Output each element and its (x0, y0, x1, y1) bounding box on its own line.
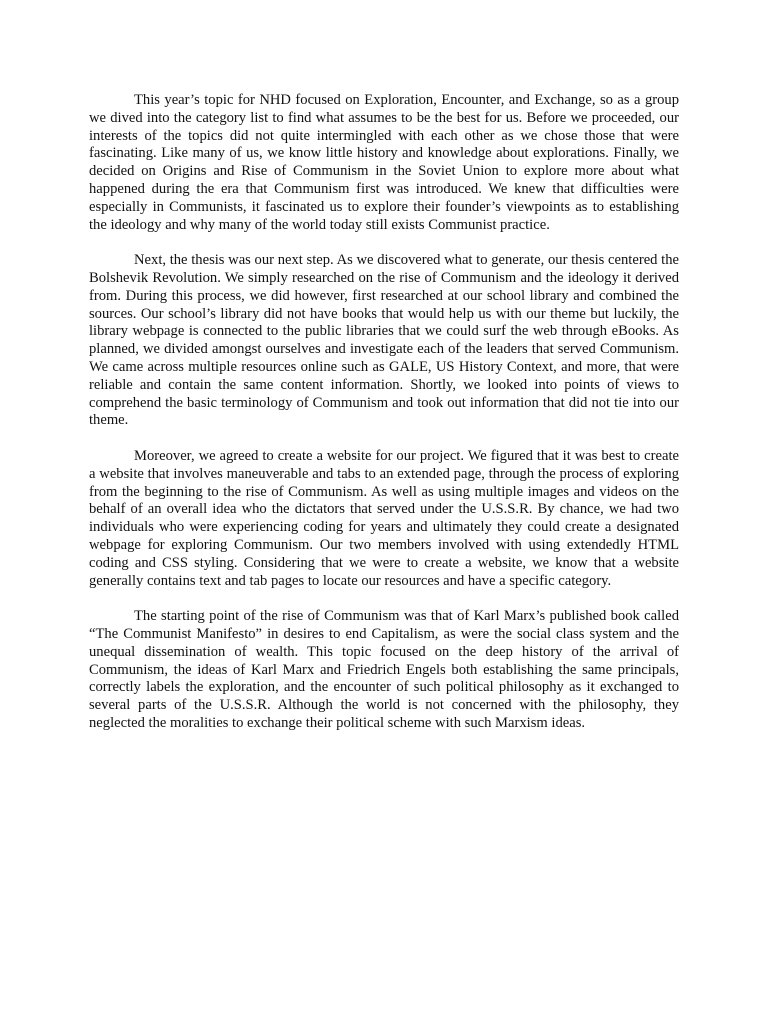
essay-body (89, 92, 679, 750)
paragraph-topic-selection: This year’s topic for NHD focused on Exploration, Encounter, and Exchange, so as a group we dived into the category list to find what assumes to be the best for us. Before we proceeded, our interests of the topics did not quite intermingled with each other as we chose those that were fascinating. Like many of us, we know little history and knowledge about explorations. Finally, we decided on Origins and Rise of Communism in the Soviet Union to explore more about what happened during the era that Communism first was introduced. We knew that difficulties were especially in Communists, it fascinated us to explore their founder’s viewpoints as to establishing the ideology and why many of the world today still exists Communist practice. (89, 92, 679, 233)
paragraph-website-creation: Moreover, we agreed to create a website for our project. We figured that it was best to create a website that involves maneuverable and tabs to an extended page, through the process of exploring from the beginning to the rise of Communism. As well as using multiple images and videos on the behalf of an overall idea who the dictators that served under the U.S.S.R. By chance, we had two individuals who were experiencing coding for years and ultimately they could create a designated webpage for exploring Communism. Our two members involved with using extendedly HTML coding and CSS styling. Considering that we were to create a website, we know that a website generally contains text and tab pages to locate our resources and have a specific category. (89, 447, 679, 589)
paragraph-communism-origins: The starting point of the rise of Communism was that of Karl Marx’s published book called “The Communist Manifesto” in desires to end Capitalism, as were the social class system and the unequal dissemination of wealth. This topic focused on the deep history of the arrival of Communism, the ideas of Karl Marx and Friedrich Engels both establishing the same principals, correctly labels the exploration, and the encounter of such political philosophy as it exchanged to several parts of the U.S.S.R. Although the world is not concerned with the philosophy, they neglected the moralities to exchange their political scheme with such Marxism ideas. (89, 608, 679, 731)
paragraph-thesis-research: Next, the thesis was our next step. As we discovered what to generate, our thesis centered the Bolshevik Revolution. We simply researched on the rise of Communism and the ideology it derived from. During this process, we did however, first researched at our school library and combined the sources. Our school’s library did not have books that would help us with our theme but luckily, the library webpage is connected to the public libraries that we could surf the web through eBooks. As planned, we divided amongst ourselves and investigate each of the leaders that served Communism. We came across multiple resources online such as GALE, US History Context, and more, that were reliable and contain the same content information. Shortly, we looked into points of views to comprehend the basic terminology of Communism and took out information that did not tie into our theme. (89, 252, 679, 429)
